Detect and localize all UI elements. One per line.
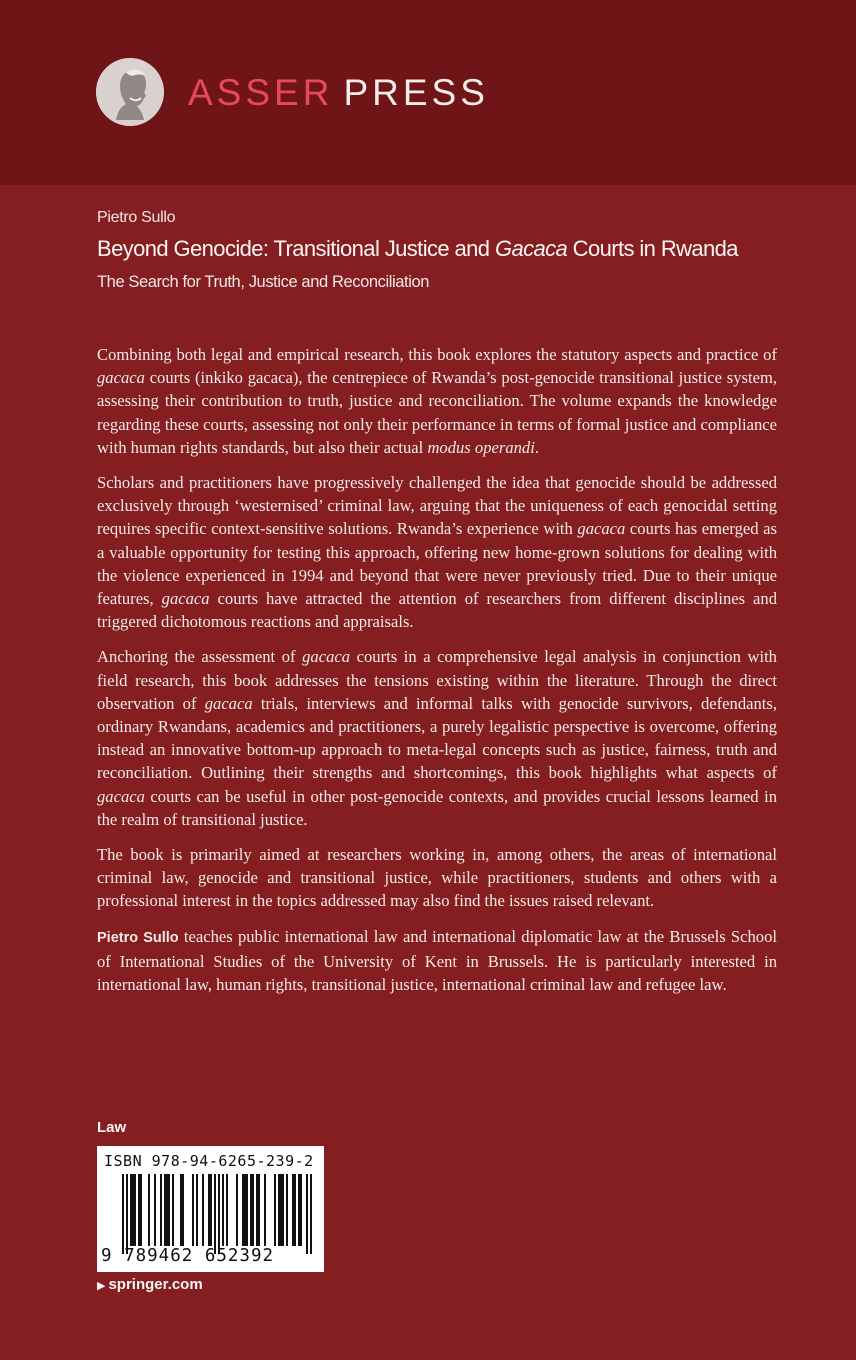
barcode-bar [192,1174,194,1246]
brand-asser: ASSER [188,72,334,113]
publisher-brand [188,68,489,118]
author-bio: Pietro Sullo teaches public international law and international diplomatic law at the Brussels School of International Studies of the University of Kent in Brussels. He is particularly interested in international law, human rights, transitional justice, international criminal law and refugee law. [97,926,777,995]
barcode-bar [126,1174,128,1254]
title-part-2: Courts in Rwanda [567,236,738,261]
isbn-barcode [97,1146,324,1272]
barcode-bar [214,1174,216,1254]
barcode-bar [300,1174,302,1246]
barcode-bar [242,1174,244,1246]
barcode-bar [298,1174,300,1246]
barcode-bar [148,1174,150,1246]
description-paragraph-1: Combining both legal and empirical research, this book explores the statutory aspects and practice of gacaca courts (inkiko gacaca), the centrepiece of Rwanda’s post-genocide transitional justice system, assessing their contribution to truth, justice and reconciliation. The volume expands the knowledge regarding these courts, assessing not only their performance in terms of formal justice and compliance with human rights standards, but also their actual modus operandi. [97,345,777,457]
barcode-bar [166,1174,168,1246]
barcode-bar [122,1174,124,1254]
barcode-bar [210,1174,212,1246]
isbn-label: ISBN 978-94-6265-239-2 [104,1152,314,1170]
barcode-bar [138,1174,140,1246]
barcode-bar [280,1174,282,1246]
description [97,343,777,1008]
barcode-bar [292,1174,294,1246]
barcode-bar [182,1174,184,1246]
bio-author-name: Pietro Sullo [97,929,179,946]
barcode-bar [226,1174,228,1246]
barcode-digits: 9 789462 652392 [101,1246,275,1266]
book-subtitle: The Search for Truth, Justice and Reconciliation [97,273,430,291]
barcode-bar [258,1174,260,1246]
description-paragraph-3: Anchoring the assessment of gacaca courts in a comprehensive legal analysis in conjunction with field research, this book addresses the tensions existing within the literature. Through the direct observation of gacaca trials, interviews and informal talks with genocide survivors, defendants, ordinary Rwandans, academics and practitioners, a purely legalistic perspective is overcome, offering instead an innovative bottom-up approach to meta-legal concepts such as justice, fairness, truth and reconciliation. Outlining their strengths and shortcomings, this book highlights what aspects of gacaca courts can be useful in other post-genocide contexts, and provides crucial lessons learned in the realm of transitional justice. [97,647,777,829]
barcode-bar [160,1174,162,1246]
barcode-bar [306,1174,308,1254]
barcode-bar [256,1174,258,1246]
website-text: springer.com [108,1276,203,1293]
description-paragraph-2: Scholars and practitioners have progressively challenged the idea that genocide should be addressed exclusively through ‘westernised’ criminal law, arguing that the uniqueness of each genocidal setting requires specific context-sensitive solutions. Rwanda’s experience with gacaca courts has emerged as a valuable opportunity for testing this approach, offering new home-grown solutions for dealing with the violence experienced in 1994 and beyond that were never previously tried. Due to their unique features, gacaca courts have attracted the attention of researchers from different disciplines and triggered dichotomous reactions and appraisals. [97,473,777,632]
barcode-bar [218,1174,220,1254]
arrow-icon: ▶ [97,1280,106,1292]
barcode-bar [246,1174,248,1246]
header-band [0,0,856,185]
barcode-bar [130,1174,132,1246]
barcode-bar [274,1174,276,1246]
barcode-bar [222,1174,224,1246]
barcode-bar [202,1174,204,1246]
title-part-1: Beyond Genocide: Transitional Justice and [97,236,495,261]
website-link[interactable] [97,1276,203,1293]
barcode-bar [132,1174,134,1246]
barcode-bar [208,1174,210,1246]
description-paragraph-4: The book is primarily aimed at researchers working in, among others, the areas of international criminal law, genocide and transitional justice, while practitioners, students and others with a professional interest in the topics addressed may also find the issues raised relevant. [97,845,777,911]
barcode-bar [252,1174,254,1246]
book-title [97,236,817,262]
barcode-bar [264,1174,266,1246]
barcode-bar [140,1174,142,1246]
barcode-bar [180,1174,182,1246]
subject-category: Law [97,1119,127,1136]
barcode-bar [196,1174,198,1246]
barcode-bar [134,1174,136,1246]
barcode-bar [250,1174,252,1246]
barcode-bar [282,1174,284,1246]
barcode-bar [310,1174,312,1254]
barcode-bar [172,1174,174,1246]
barcode-bar [154,1174,156,1246]
barcode-bar [244,1174,246,1246]
barcode-bar [164,1174,166,1246]
barcode-bar [286,1174,288,1246]
barcode-bar [168,1174,170,1246]
brand-press: PRESS [343,72,489,113]
title-italic: Gacaca [494,236,568,261]
author-name: Pietro Sullo [97,209,176,226]
barcode-bar [294,1174,296,1246]
publisher-logo-portrait [96,58,164,126]
barcode-bar [236,1174,238,1246]
barcode-bar [278,1174,280,1246]
